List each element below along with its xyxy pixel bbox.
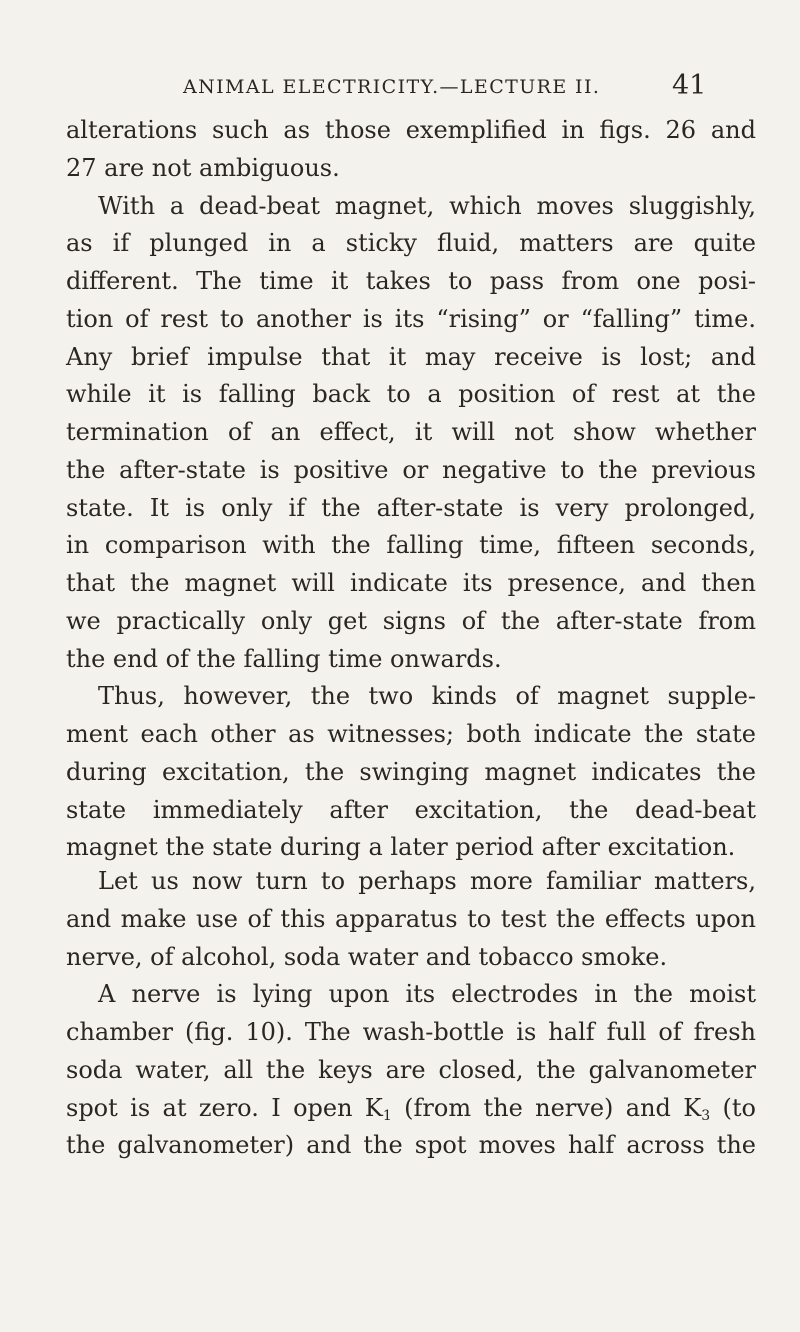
text-span: (to [710, 1093, 756, 1122]
text-line: chamber (fig. 10). The wash-bottle is half full of fresh [66, 1018, 756, 1046]
paragraph-1 [66, 112, 756, 188]
text-line: alterations such as those exemplified in figs. 26 and [66, 116, 756, 144]
text-block-lower [66, 863, 756, 1165]
text-line: With a dead-beat magnet, which moves sluggishly, [98, 191, 756, 220]
text-line: 27 are not ambiguous. [66, 153, 340, 182]
text-line: different. The time it takes to pass from one posi- [66, 267, 756, 295]
paragraph-3 [66, 678, 756, 867]
text-line: during excitation, the swinging magnet indicates the [66, 757, 756, 786]
text-line: ment each other as witnesses; both indicate the state [66, 720, 756, 748]
text-line: magnet the state during a later period after excitation. [66, 833, 736, 862]
subscript: 1 [382, 1107, 392, 1124]
page-header [0, 68, 800, 104]
subscript: 3 [701, 1107, 711, 1124]
text-line: Let us now turn to perhaps more familiar matters, [98, 867, 756, 895]
text-line: that the magnet will indicate its presence, and then [66, 569, 756, 597]
text-line: as if plunged in a sticky fluid, matters are quite [66, 229, 756, 258]
text-line: and make use of this apparatus to test the effects upon [66, 904, 756, 933]
text-span: (from the nerve) and K [391, 1093, 702, 1122]
text-block-upper [66, 112, 756, 867]
text-line: termination of an effect, it will not show whether [66, 418, 756, 446]
text-line: tion of rest to another is its “rising” or “falling” time. [66, 304, 756, 333]
running-head: ANIMAL ELECTRICITY.—LECTURE II. [183, 76, 601, 98]
text-line: we practically only get signs of the after-state from [66, 606, 756, 635]
text-line: the galvanometer) and the spot moves half across the [66, 1131, 756, 1160]
text-line: state. It is only if the after-state is very prolonged, [66, 493, 756, 522]
text-line: Any brief impulse that it may receive is lost; and [66, 342, 756, 371]
text-line: soda water, all the keys are closed, the galvanometer [66, 1055, 756, 1084]
text-line: the end of the falling time onwards. [66, 644, 502, 673]
text-line: A nerve is lying upon its electrodes in the moist [98, 980, 756, 1009]
paragraph-4 [66, 863, 756, 976]
text-line: nerve, of alcohol, soda water and tobacco smoke. [66, 942, 668, 971]
text-line: the after-state is positive or negative to the previous [66, 455, 756, 484]
text-line: while it is falling back to a position of rest at the [66, 380, 756, 409]
text-line-with-subscripts [66, 1090, 756, 1128]
text-span: spot is at zero. I open K [66, 1093, 383, 1122]
paragraph-5 [66, 976, 756, 1165]
text-line: state immediately after excitation, the dead-beat [66, 795, 756, 824]
page-number: 41 [672, 70, 707, 101]
paragraph-2 [66, 188, 756, 679]
text-line: in comparison with the falling time, fifteen seconds, [66, 531, 756, 560]
text-line: Thus, however, the two kinds of magnet supple- [98, 682, 756, 711]
